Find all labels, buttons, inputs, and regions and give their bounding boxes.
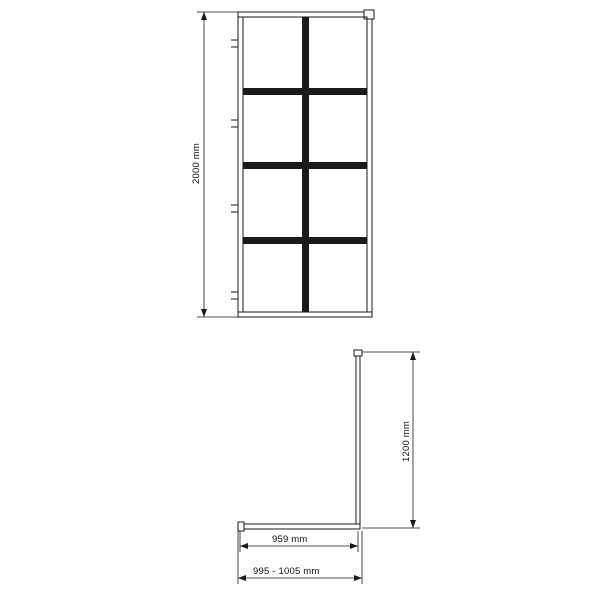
dimension-label-depth: 1200 mm (401, 420, 413, 463)
dimension-height-2000 (197, 12, 238, 317)
wall-bracket-group (231, 40, 238, 299)
dimension-label-height: 2000 mm (191, 142, 203, 185)
dimension-label-glass-width: 959 mm (272, 534, 308, 545)
dimension-label-overall-width: 995 - 1005 mm (253, 566, 320, 577)
front-panel-bottom-rail (238, 312, 372, 317)
plan-view-geometry (238, 350, 362, 531)
